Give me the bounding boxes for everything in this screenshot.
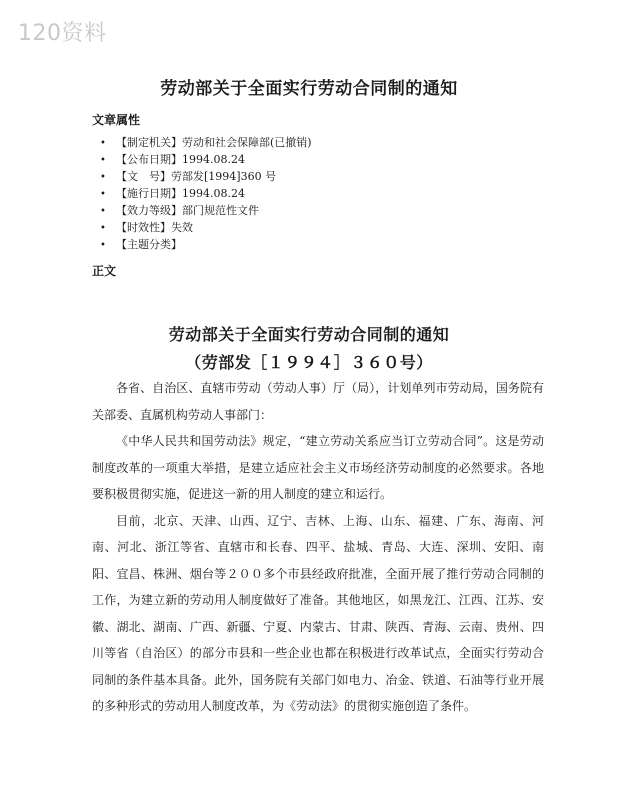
attributes-heading: 文章属性 — [92, 113, 141, 127]
attribute-value: 失效 — [171, 221, 193, 234]
attribute-item — [100, 236, 312, 253]
attribute-item — [100, 151, 312, 168]
bullet-icon: • — [100, 223, 106, 234]
paragraph: 《中华人民共和国劳动法》规定，“建立劳动关系应当订立劳动合同”。这是劳动制度改革的一项重大举措，是建立适应社会主义市场经济劳动制度的必然要求。各地要积极贯彻实施，促进这一新的用人制度的建立和运行。 — [92, 434, 544, 501]
bullet-icon: • — [100, 138, 106, 149]
bullet-icon: • — [100, 206, 106, 217]
attribute-label: 【时效性】 — [116, 221, 171, 234]
page-title: 劳动部关于全面实行劳动合同制的通知 — [160, 79, 458, 99]
bullet-icon: • — [100, 172, 106, 183]
attribute-value: 1994.08.24 — [182, 153, 245, 166]
attribute-item — [100, 202, 312, 219]
body-heading: 正文 — [92, 264, 117, 278]
attribute-label: 【主题分类】 — [116, 238, 182, 251]
body-subtitle: （劳部发［１９９４］３６０号） — [185, 353, 433, 372]
attribute-value: 部门规范性文件 — [182, 204, 259, 217]
attribute-label: 【制定机关】 — [116, 136, 182, 149]
attribute-value: 1994.08.24 — [182, 187, 245, 200]
paragraph: 各省、自治区、直辖市劳动（劳动人事）厅（局），计划单列市劳动局，国务院有关部委、直属机构劳动人事部门： — [92, 381, 544, 422]
attribute-item — [100, 185, 312, 202]
attribute-label: 【文 号】 — [116, 170, 171, 183]
bullet-icon: • — [100, 240, 106, 251]
bullet-icon: • — [100, 155, 106, 166]
attribute-value: 劳动和社会保障部(已撤销) — [182, 136, 312, 149]
attribute-label: 【施行日期】 — [116, 187, 182, 200]
body-title: 劳动部关于全面实行劳动合同制的通知 — [168, 325, 450, 344]
bullet-icon: • — [100, 189, 106, 200]
attribute-item — [100, 219, 312, 236]
attribute-item — [100, 168, 312, 185]
attribute-label: 【公布日期】 — [116, 153, 182, 166]
attribute-value: 劳部发[1994]360 号 — [171, 170, 277, 183]
attributes-list — [100, 134, 312, 253]
body-text — [92, 375, 544, 720]
watermark: 120资料 — [18, 21, 107, 46]
attribute-label: 【效力等级】 — [116, 204, 182, 217]
attribute-item — [100, 134, 312, 151]
paragraph: 目前，北京、天津、山西、辽宁、吉林、上海、山东、福建、广东、海南、河南、河北、浙江等省、直辖市和长春、四平、盐城、青岛、大连、深圳、安阳、南阳、宜昌、株洲、烟台等２００多个市县经政府批准，全面开展了推行劳动合同制的工作，为建立新的劳动用人制度做好了准备。其他地区，如黑龙江、江西、江苏、安徽、湖北、湖南、广西、新疆、宁夏、内蒙古、甘肃、陕西、青海、云南、贵州、四川等省（自治区）的部分市县和一些企业也都在积极进行改革试点，全面实行劳动合同制的条件基本具备。此外，国务院有关部门如电力、冶金、铁道、石油等行业开展的多种形式的劳动用人制度改革，为《劳动法》的贯彻实施创造了条件。 — [92, 513, 544, 713]
